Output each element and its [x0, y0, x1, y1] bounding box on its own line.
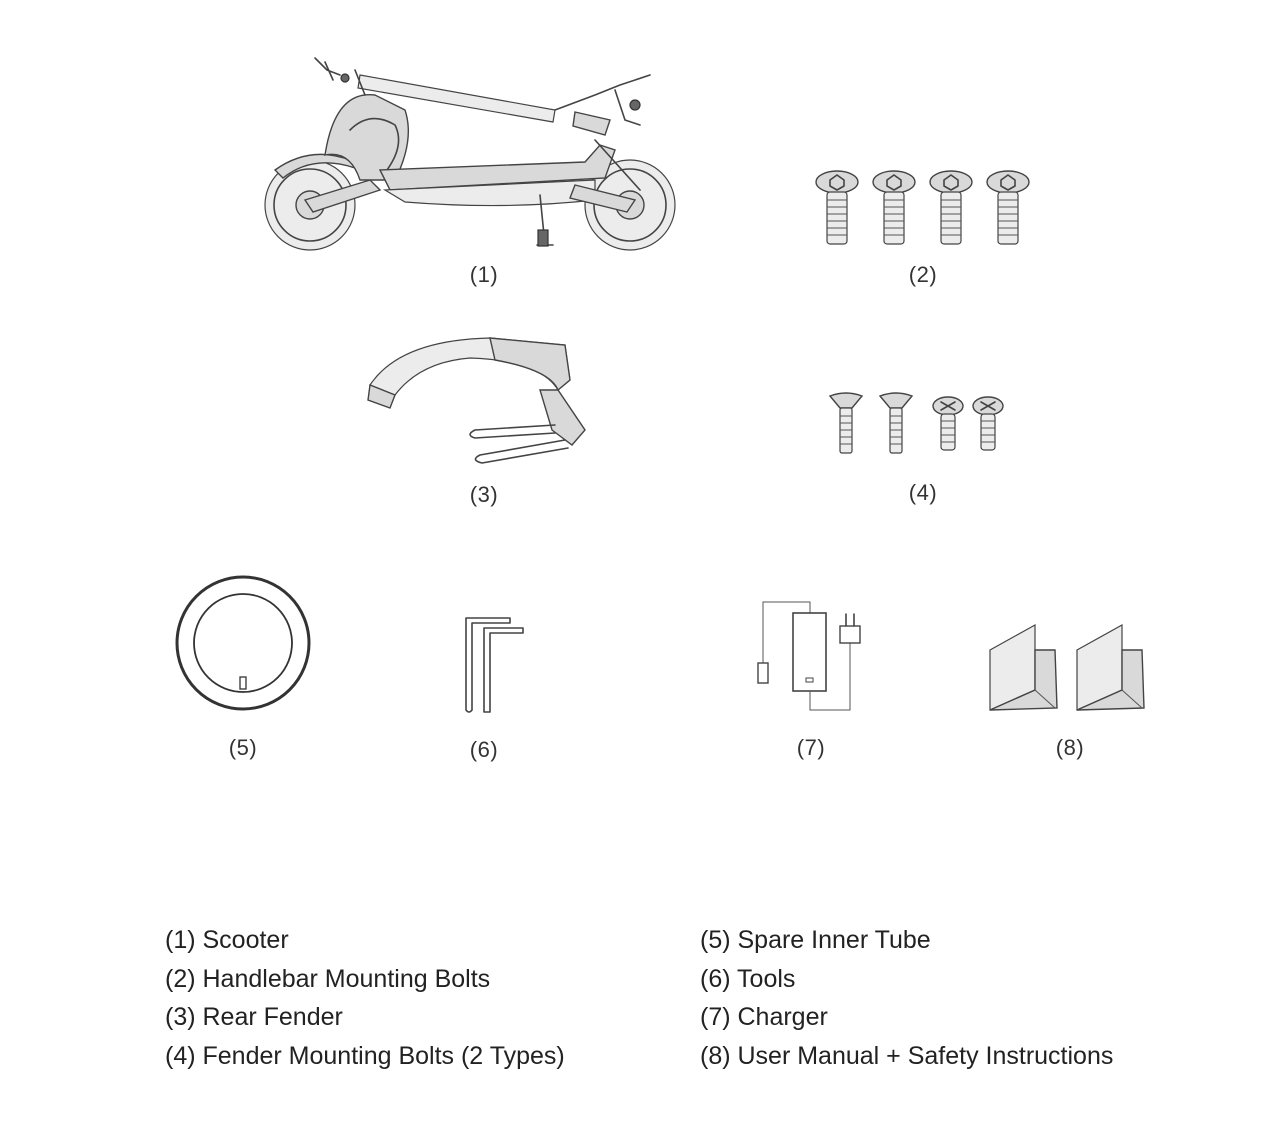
fender-bolts-illustration — [826, 390, 1016, 460]
legend-item-charger: (7) Charger — [700, 1003, 828, 1031]
rear-fender-illustration — [360, 330, 590, 470]
caption-6: (6) — [469, 737, 499, 762]
charger-icon — [755, 598, 870, 716]
inner-tube-illustration — [173, 573, 313, 713]
caption-4: (4) — [908, 480, 938, 505]
hex-key-icon — [458, 610, 533, 720]
caption-3: (3) — [469, 482, 499, 507]
manual-icon — [985, 620, 1150, 715]
caption-7: (7) — [796, 735, 826, 760]
legend-left — [165, 921, 565, 1075]
legend-item-inner-tube: (5) Spare Inner Tube — [700, 926, 931, 954]
caption-2: (2) — [908, 262, 938, 287]
scooter-illustration — [255, 50, 685, 280]
legend-item-rear-fender: (3) Rear Fender — [165, 1003, 343, 1031]
caption-8: (8) — [1055, 735, 1085, 760]
caption-1: (1) — [469, 262, 499, 287]
legend-item-scooter: (1) Scooter — [165, 926, 289, 954]
legend-item-tools: (6) Tools — [700, 964, 796, 993]
legend-item-handlebar-bolts: (2) Handlebar Mounting Bolts — [165, 964, 491, 993]
handlebar-bolts-illustration — [812, 170, 1042, 250]
legend-item-manual: (8) User Manual + Safety Instructions — [700, 1041, 1114, 1070]
rear-fender-icon — [360, 330, 590, 470]
inner-tube-icon — [173, 573, 313, 713]
manual-illustration — [985, 620, 1150, 715]
legend-item-fender-bolts: (4) Fender Mounting Bolts (2 Types) — [165, 1041, 565, 1070]
legend-right — [700, 921, 1113, 1075]
fender-bolt-icon — [826, 390, 1016, 460]
scooter-icon — [255, 50, 685, 280]
tools-illustration — [458, 610, 533, 720]
handlebar-bolt-icon — [812, 170, 1042, 250]
caption-5: (5) — [228, 735, 258, 760]
charger-illustration — [755, 598, 870, 716]
